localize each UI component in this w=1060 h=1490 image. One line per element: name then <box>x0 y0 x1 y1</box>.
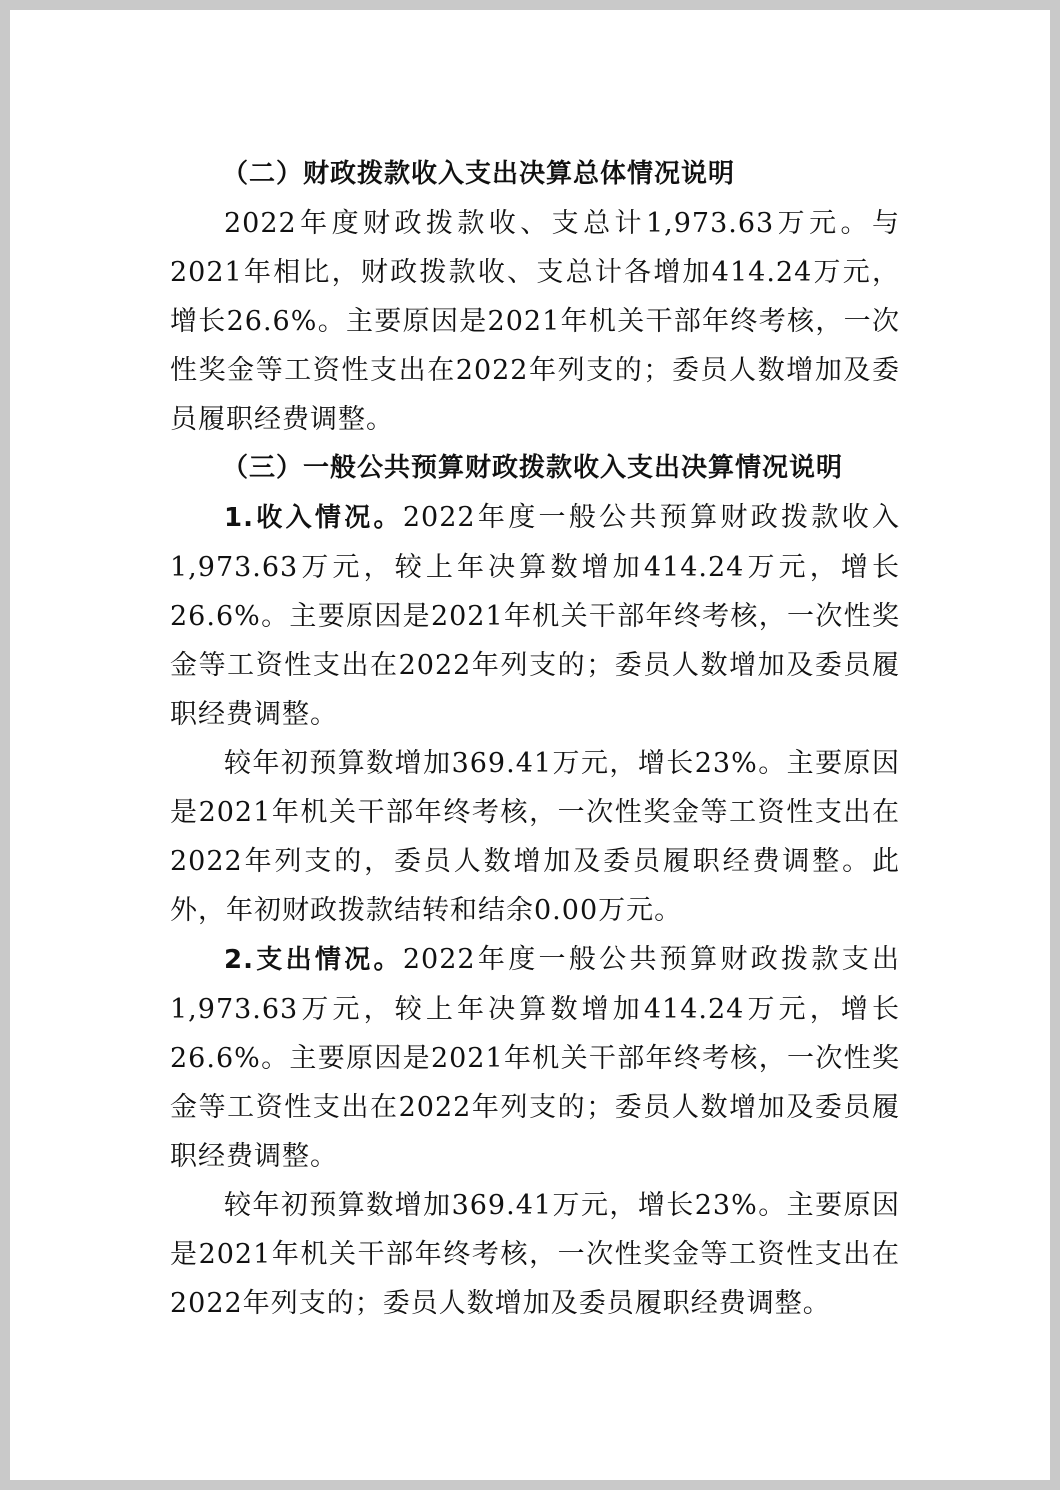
section-2-heading: （二）财政拨款收入支出决算总体情况说明 <box>222 159 736 189</box>
document-body <box>170 150 900 1328</box>
income-text: 2022年度一般公共预算财政拨款收入1,973.63万元，较上年决算数增加414.24万元，增长26.6%。主要原因是2021年机关干部年终考核，一次性奖金等工资性支出在2022年列支的；委员人数增加及委员履职经费调整。 <box>170 502 901 730</box>
income-budget-paragraph: 较年初预算数增加369.41万元，增长23%。主要原因是2021年机关干部年终考核，一次性奖金等工资性支出在2022年列支的，委员人数增加及委员履职经费调整。此外，年初财政拨款结转和结余0.00万元。 <box>170 748 900 926</box>
expense-text: 2022年度一般公共预算财政拨款支出1,973.63万元，较上年决算数增加414.24万元，增长26.6%。主要原因是2021年机关干部年终考核，一次性奖金等工资性支出在2022年列支的；委员人数增加及委员履职经费调整。 <box>170 944 901 1172</box>
expense-lead: 2.支出情况。 <box>224 945 403 975</box>
income-lead: 1.收入情况。 <box>224 503 403 533</box>
income-paragraph <box>170 493 900 739</box>
expense-paragraph <box>170 935 900 1181</box>
section-3-heading: （三）一般公共预算财政拨款收入支出决算情况说明 <box>222 453 844 483</box>
document-page <box>10 10 1050 1480</box>
section-2-paragraph: 2022年度财政拨款收、支总计1,973.63万元。与2021年相比，财政拨款收、支总计各增加414.24万元，增长26.6%。主要原因是2021年机关干部年终考核，一次性奖金等工资性支出在2022年列支的；委员人数增加及委员履职经费调整。 <box>170 208 900 435</box>
expense-budget-paragraph: 较年初预算数增加369.41万元，增长23%。主要原因是2021年机关干部年终考核，一次性奖金等工资性支出在2022年列支的；委员人数增加及委员履职经费调整。 <box>170 1190 900 1319</box>
